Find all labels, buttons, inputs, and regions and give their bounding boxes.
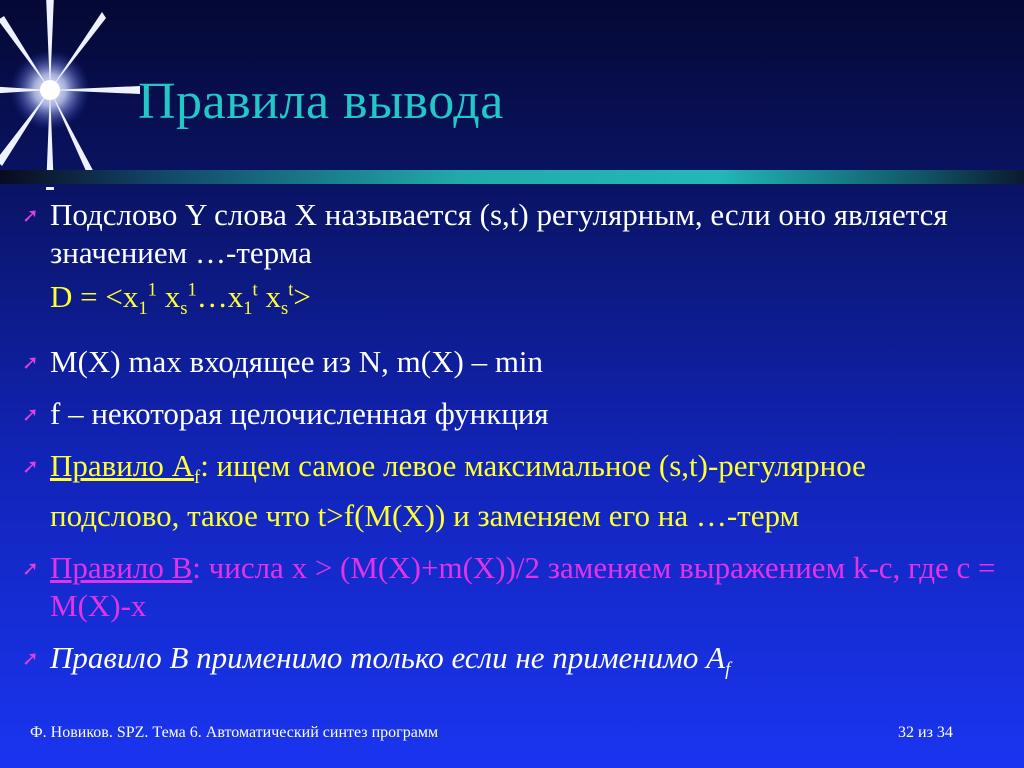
item-text: f – некоторая целочисленная функция	[50, 395, 549, 431]
item-text: M(X) max входящее из N, m(X) – min	[50, 343, 544, 379]
list-item	[22, 447, 1002, 535]
item-text: Правило B применимо только если не применимо A	[50, 639, 726, 675]
bullet-list	[22, 196, 1002, 703]
footer-course: Ф. Новиков. SPZ. Тема 6. Автоматический синтез программ	[30, 724, 439, 741]
list-item	[22, 343, 1002, 381]
item-text: : числа x > (M(X)+m(X))/2 заменяем выражением k-c, где c = M(X)-x	[50, 549, 996, 623]
list-item	[22, 196, 1002, 329]
list-item	[22, 395, 1002, 433]
item-text: : ищем самое левое максимальное (s,t)-регулярное подслово, такое что t>f(M(X)) и заменяем его на …-терм	[50, 447, 866, 533]
formula-part: …x	[196, 279, 244, 315]
formula-sup: t	[288, 280, 294, 301]
arrow-up-right-icon: ➚	[22, 453, 39, 478]
slide-title: Правила вывода	[138, 73, 504, 130]
arrow-up-right-icon: ➚	[22, 401, 39, 426]
formula-sub: s	[180, 298, 188, 320]
formula	[50, 279, 311, 320]
item-text: Подслово Y слова X называется (s,t) регулярным, если оно является значением …-терма	[50, 197, 948, 270]
arrow-up-right-icon: ➚	[22, 203, 39, 227]
formula-sup: 1	[147, 280, 157, 301]
list-item	[22, 639, 1002, 689]
formula-sub: 1	[243, 298, 253, 320]
formula-part: >	[293, 279, 311, 315]
formula-part: x	[257, 279, 281, 315]
item-text-sub: f	[725, 658, 731, 680]
footer-page-number: 32 из 34	[898, 724, 953, 741]
rule-a-label-text: Правило A	[50, 447, 194, 483]
formula-part: x	[156, 279, 181, 315]
rule-a-label-sub: f	[193, 466, 201, 488]
list-item	[22, 549, 1002, 625]
formula-part: D = <x	[50, 279, 139, 315]
formula-sub: s	[280, 298, 289, 320]
formula-sup: t	[252, 280, 258, 301]
title-divider-shadow	[0, 184, 1024, 187]
title-divider	[0, 170, 1024, 184]
rule-a-label	[50, 447, 201, 488]
rule-b-label: Правило B	[50, 549, 193, 585]
arrow-up-right-icon: ➚	[22, 349, 39, 374]
formula-sub: 1	[138, 298, 148, 320]
arrow-up-right-icon: ➚	[22, 645, 39, 670]
formula-sup: 1	[187, 280, 197, 301]
arrow-up-right-icon: ➚	[22, 555, 39, 580]
